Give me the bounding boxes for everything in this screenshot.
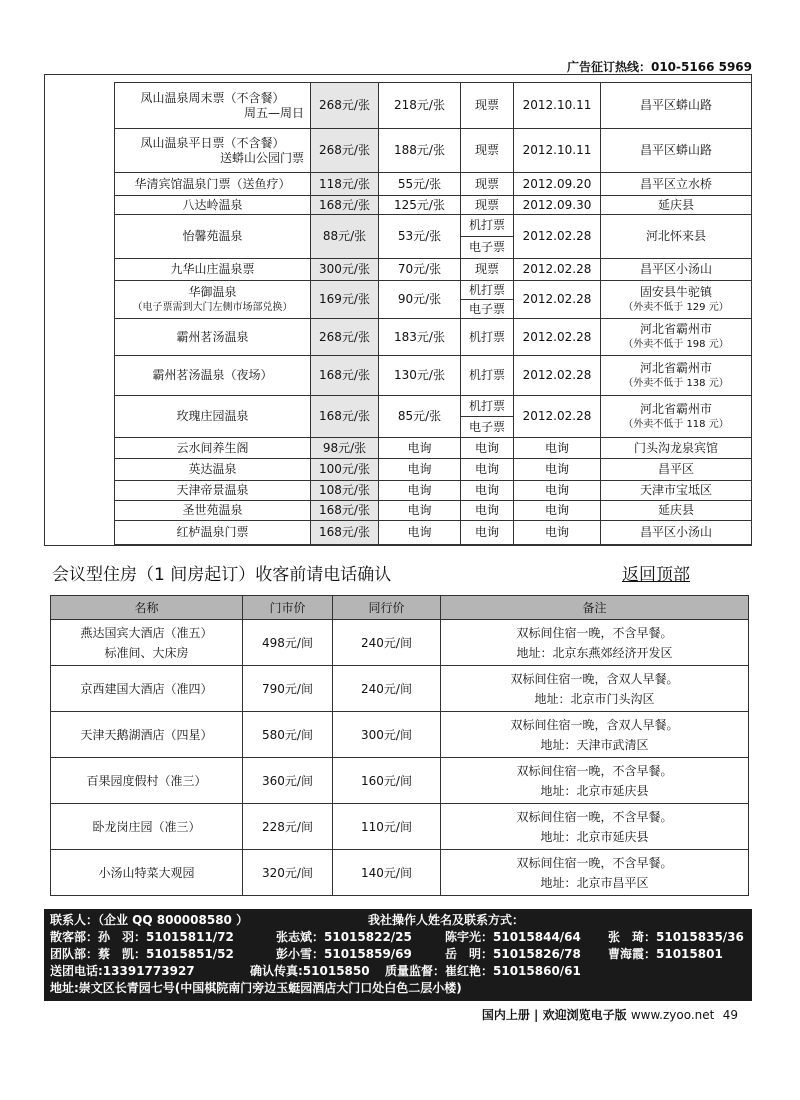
hotel-name — [51, 804, 243, 850]
spa-row — [115, 281, 752, 300]
spa-peer-price: 电询 — [379, 438, 461, 459]
spa-row — [115, 259, 752, 281]
contact-entry: 张志斌：51015822/25 — [276, 930, 412, 944]
spa-name-line: 周五—周日 — [243, 105, 304, 120]
spa-name-line: 霸州茗汤温泉 — [176, 329, 249, 344]
spa-price: 168元/张 — [311, 196, 379, 215]
spa-peer-price: 85元/张 — [379, 396, 461, 438]
hotel-notes — [441, 850, 749, 896]
spa-name — [115, 319, 311, 356]
spa-price: 268元/张 — [311, 83, 379, 129]
spa-peer-price: 125元/张 — [379, 196, 461, 215]
spa-price: 168元/张 — [311, 501, 379, 521]
hotel-table-header — [51, 596, 749, 620]
spa-ticket-type: 机打票 — [461, 215, 514, 237]
spa-date: 2012.02.28 — [514, 281, 601, 319]
spa-name-line: 九华山庄温泉票 — [170, 262, 255, 276]
hotel-note: 双标间住宿一晚，不含早餐。 — [516, 625, 673, 640]
spa-peer-price: 130元/张 — [379, 356, 461, 396]
spa-location-cell — [601, 438, 752, 459]
spa-ticket-type: 现票 — [461, 173, 514, 196]
spa-ticket-table — [114, 82, 752, 545]
spa-date: 2012.09.30 — [514, 196, 601, 215]
spa-name — [115, 396, 311, 438]
hotel-row — [51, 804, 749, 850]
hotel-peer-price: 140元/间 — [333, 850, 441, 896]
hotel-notes — [441, 758, 749, 804]
spa-date: 电询 — [514, 501, 601, 521]
back-to-top-link[interactable]: 返回顶部 — [622, 565, 690, 585]
hotel-address: 地址：北京市延庆县 — [540, 829, 649, 844]
spa-date: 电询 — [514, 438, 601, 459]
hotel-name-line: 百果园度假村（准三） — [86, 773, 207, 788]
spa-name-line: 怡馨苑温泉 — [182, 229, 243, 243]
hotel-notes — [441, 712, 749, 758]
contact-box — [44, 909, 752, 1001]
spa-row — [115, 356, 752, 396]
contact-entry: 散客部：孙 羽：51015811/72 — [50, 930, 234, 944]
hotel-price: 790元/间 — [243, 666, 333, 712]
spa-name — [115, 215, 311, 259]
office-address: 地址:崇文区长青园七号(中国棋院南门旁边玉蜓园酒店大门口处白色二层小楼) — [50, 981, 462, 995]
hotel-peer-price: 160元/间 — [333, 758, 441, 804]
spa-location-cell — [601, 481, 752, 501]
spa-row — [115, 396, 752, 417]
spa-row — [115, 196, 752, 215]
spa-name-line: 天津帝景温泉 — [176, 483, 249, 497]
spa-peer-price: 电询 — [379, 521, 461, 545]
spa-name — [115, 481, 311, 501]
spa-location-cell — [601, 459, 752, 481]
hotel-row — [51, 620, 749, 666]
hotel-address: 地址：北京市昌平区 — [540, 875, 649, 890]
spa-price: 98元/张 — [311, 438, 379, 459]
spa-location: 门头沟龙泉宾馆 — [633, 440, 718, 455]
spa-date: 2012.02.28 — [514, 396, 601, 438]
spa-name-line: 八达岭温泉 — [182, 197, 243, 212]
spa-row — [115, 173, 752, 196]
hotel-peer-price: 300元/间 — [333, 712, 441, 758]
contact-entry: 曹海霞：51015801 — [608, 947, 723, 961]
spa-name — [115, 281, 311, 319]
spa-location-cell — [601, 501, 752, 521]
spa-ticket-type: 机打票 — [461, 319, 514, 356]
spa-ticket-type: 电询 — [461, 481, 514, 501]
spa-row — [115, 438, 752, 459]
col-header-price: 门市价 — [243, 596, 333, 620]
spa-ticket-type: 机打票 — [461, 281, 514, 300]
spa-peer-price: 电询 — [379, 481, 461, 501]
spa-location: 昌平区 — [657, 462, 694, 476]
section-heading: 会议型住房（1 间房起订）收客前请电话确认 — [52, 565, 392, 585]
spa-location-cell — [601, 281, 752, 319]
spa-ticket-type: 电询 — [461, 459, 514, 481]
spa-location-note: （外卖不低于 129 元） — [623, 301, 729, 313]
spa-location: 河北怀来县 — [645, 229, 706, 243]
website-link[interactable]: www.zyoo.net — [630, 1008, 715, 1022]
spa-name — [115, 459, 311, 481]
spa-table-side-column — [44, 82, 115, 544]
spa-row — [115, 501, 752, 521]
contact-entry: 张 琦：51015835/36 — [608, 930, 744, 944]
spa-location: 昌平区小汤山 — [639, 525, 712, 539]
hotel-note: 双标间住宿一晚，不含早餐。 — [516, 763, 673, 778]
contact-entry: 送团电话:13391773927 — [50, 964, 195, 978]
spa-price: 168元/张 — [311, 521, 379, 545]
contact-entry: 确认传真:51015850 — [250, 964, 370, 978]
hotel-peer-price: 240元/间 — [333, 666, 441, 712]
spa-row — [115, 521, 752, 545]
spa-location: 延庆县 — [657, 503, 694, 517]
hotel-name-line: 小汤山特菜大观园 — [98, 865, 195, 880]
spa-location: 河北省霸州市 — [639, 401, 712, 416]
spa-ticket-type: 机打票 — [461, 396, 514, 417]
spa-location-cell — [601, 83, 752, 129]
spa-location-cell — [601, 129, 752, 173]
spa-location: 河北省霸州市 — [639, 322, 712, 336]
hotel-name-line: 燕达国宾大酒店（准五） — [80, 625, 213, 640]
spa-location: 天津市宝坻区 — [639, 483, 712, 497]
spa-date: 2012.02.28 — [514, 259, 601, 281]
spa-ticket-type: 电询 — [461, 438, 514, 459]
contact-entry: 质量监督：崔红艳：51015860/61 — [385, 964, 581, 978]
spa-name — [115, 521, 311, 545]
spa-ticket-type: 现票 — [461, 129, 514, 173]
hotel-name — [51, 620, 243, 666]
spa-location-note: （外卖不低于 138 元） — [623, 377, 729, 389]
spa-peer-price: 218元/张 — [379, 83, 461, 129]
spa-location-cell — [601, 215, 752, 259]
spa-peer-price: 55元/张 — [379, 173, 461, 196]
spa-ticket-type: 电子票 — [461, 300, 514, 319]
spa-price: 300元/张 — [311, 259, 379, 281]
spa-name-line: 凤山温泉周末票（不含餐） — [140, 90, 285, 105]
spa-ticket-type: 现票 — [461, 259, 514, 281]
spa-date: 2012.10.11 — [514, 129, 601, 173]
spa-row — [115, 459, 752, 481]
hotel-peer-price: 240元/间 — [333, 620, 441, 666]
spa-row — [115, 83, 752, 129]
hotel-name-line: 标准间、大床房 — [104, 645, 189, 660]
spa-ticket-type: 电询 — [461, 521, 514, 545]
spa-date: 2012.02.28 — [514, 319, 601, 356]
spa-peer-price: 70元/张 — [379, 259, 461, 281]
spa-ticket-type: 机打票 — [461, 356, 514, 396]
spa-location-note: （外卖不低于 118 元） — [623, 418, 729, 430]
spa-name — [115, 356, 311, 396]
hotel-name — [51, 850, 243, 896]
col-header-peer-price: 同行价 — [333, 596, 441, 620]
spa-price: 168元/张 — [311, 396, 379, 438]
spa-date: 电询 — [514, 521, 601, 545]
hotel-price: 320元/间 — [243, 850, 333, 896]
spa-name-line: 霸州茗汤温泉（夜场） — [152, 368, 273, 382]
hotel-price: 228元/间 — [243, 804, 333, 850]
col-header-notes: 备注 — [441, 596, 749, 620]
spa-location: 昌平区蟒山路 — [639, 98, 712, 112]
spa-name — [115, 438, 311, 459]
spa-location-note: （外卖不低于 198 元） — [623, 339, 729, 350]
spa-date: 2012.10.11 — [514, 83, 601, 129]
spa-location-cell — [601, 319, 752, 356]
spa-peer-price: 90元/张 — [379, 281, 461, 319]
spa-location-cell — [601, 356, 752, 396]
spa-peer-price: 183元/张 — [379, 319, 461, 356]
spa-row — [115, 319, 752, 356]
spa-price: 168元/张 — [311, 356, 379, 396]
hotel-table — [50, 595, 749, 896]
spa-location: 昌平区立水桥 — [639, 176, 712, 191]
hotel-row — [51, 712, 749, 758]
hotel-notes — [441, 804, 749, 850]
spa-name — [115, 83, 311, 129]
spa-price: 108元/张 — [311, 481, 379, 501]
spa-location-cell — [601, 259, 752, 281]
spa-name — [115, 129, 311, 173]
spa-name — [115, 501, 311, 521]
spa-ticket-type: 电询 — [461, 501, 514, 521]
contact-entry: 岳 明：51015826/78 — [445, 947, 581, 961]
col-header-name: 名称 — [51, 596, 243, 620]
spa-name-line: 凤山温泉平日票（不含餐） — [140, 135, 285, 150]
contact-person: 联系人：（企业 QQ 800008580 ） — [50, 913, 249, 927]
spa-peer-price: 188元/张 — [379, 129, 461, 173]
spa-price: 169元/张 — [311, 281, 379, 319]
spa-peer-price: 电询 — [379, 501, 461, 521]
operators-title: 我社操作人姓名及联系方式： — [368, 913, 525, 927]
spa-name-line: （电子票需到大门左侧市场部兑换） — [132, 301, 293, 313]
spa-price: 268元/张 — [311, 319, 379, 356]
hotel-note: 双标间住宿一晚，含双人早餐。 — [510, 671, 679, 686]
ad-hotline: 广告征订热线：010-5166 5969 — [566, 60, 752, 74]
spa-name — [115, 196, 311, 215]
page-number: 49 — [722, 1008, 738, 1022]
spa-peer-price: 53元/张 — [379, 215, 461, 259]
spa-name-line: 圣世苑温泉 — [182, 503, 243, 517]
hotel-row — [51, 758, 749, 804]
hotel-name — [51, 758, 243, 804]
spa-date: 电询 — [514, 459, 601, 481]
hotel-name-line: 卧龙岗庄园（准三） — [92, 819, 201, 834]
footer-text: 国内上册 | 欢迎浏览电子版 — [481, 1008, 627, 1022]
spa-location-cell — [601, 173, 752, 196]
hotel-notes — [441, 620, 749, 666]
hotel-name-line: 天津天鹅湖酒店（四星） — [80, 727, 213, 742]
spa-location: 固安县牛驼镇 — [639, 284, 712, 299]
spa-name-line: 华清宾馆温泉门票（送鱼疗） — [134, 176, 291, 191]
contact-entry: 陈宇光：51015844/64 — [445, 930, 581, 944]
spa-ticket-type: 现票 — [461, 196, 514, 215]
spa-ticket-type: 电子票 — [461, 237, 514, 259]
spa-location: 昌平区蟒山路 — [639, 143, 712, 157]
hotel-address: 地址：天津市武清区 — [540, 737, 649, 752]
hotel-name-line: 京西建国大酒店（准四） — [80, 681, 213, 696]
spa-row — [115, 215, 752, 237]
hotel-address: 地址：北京东燕郊经济开发区 — [516, 645, 673, 660]
spa-name — [115, 173, 311, 196]
spa-location: 河北省霸州市 — [639, 360, 712, 375]
spa-date: 电询 — [514, 481, 601, 501]
hotel-address: 地址：北京市延庆县 — [540, 783, 649, 798]
spa-name-line: 送蟒山公园门票 — [219, 150, 304, 165]
spa-price: 268元/张 — [311, 129, 379, 173]
spa-price: 100元/张 — [311, 459, 379, 481]
spa-ticket-type: 现票 — [461, 83, 514, 129]
hotel-peer-price: 110元/间 — [333, 804, 441, 850]
spa-name — [115, 259, 311, 281]
contact-entry: 彭小雪：51015859/69 — [276, 947, 412, 961]
hotel-price: 580元/间 — [243, 712, 333, 758]
footer — [482, 1006, 738, 1023]
hotel-row — [51, 666, 749, 712]
hotel-name — [51, 712, 243, 758]
spa-row — [115, 129, 752, 173]
hotel-name — [51, 666, 243, 712]
spa-name-line: 玫瑰庄园温泉 — [176, 409, 249, 423]
spa-name-line: 英达温泉 — [188, 462, 237, 476]
hotel-note: 双标间住宿一晚，不含早餐。 — [516, 855, 673, 870]
contact-entry: 团队部：蔡 凯：51015851/52 — [50, 947, 234, 961]
spa-date: 2012.02.28 — [514, 356, 601, 396]
spa-peer-price: 电询 — [379, 459, 461, 481]
spa-location: 昌平区小汤山 — [639, 262, 712, 276]
hotel-notes — [441, 666, 749, 712]
spa-price: 118元/张 — [311, 173, 379, 196]
spa-location-cell — [601, 396, 752, 438]
hotel-price: 498元/间 — [243, 620, 333, 666]
hotel-note: 双标间住宿一晚，含双人早餐。 — [510, 717, 679, 732]
hotel-note: 双标间住宿一晚，不含早餐。 — [516, 809, 673, 824]
hotel-price: 360元/间 — [243, 758, 333, 804]
spa-date: 2012.09.20 — [514, 173, 601, 196]
spa-name-line: 红栌温泉门票 — [176, 525, 249, 539]
spa-name-line: 华御温泉 — [188, 284, 237, 299]
spa-location-cell — [601, 521, 752, 545]
spa-ticket-type: 电子票 — [461, 417, 514, 438]
spa-location-cell — [601, 196, 752, 215]
spa-row — [115, 481, 752, 501]
hotel-row — [51, 850, 749, 896]
hotel-address: 地址：北京市门头沟区 — [534, 691, 655, 706]
spa-location: 延庆县 — [657, 197, 694, 212]
spa-price: 88元/张 — [311, 215, 379, 259]
spa-name-line: 云水间养生阁 — [176, 440, 249, 455]
spa-date: 2012.02.28 — [514, 215, 601, 259]
